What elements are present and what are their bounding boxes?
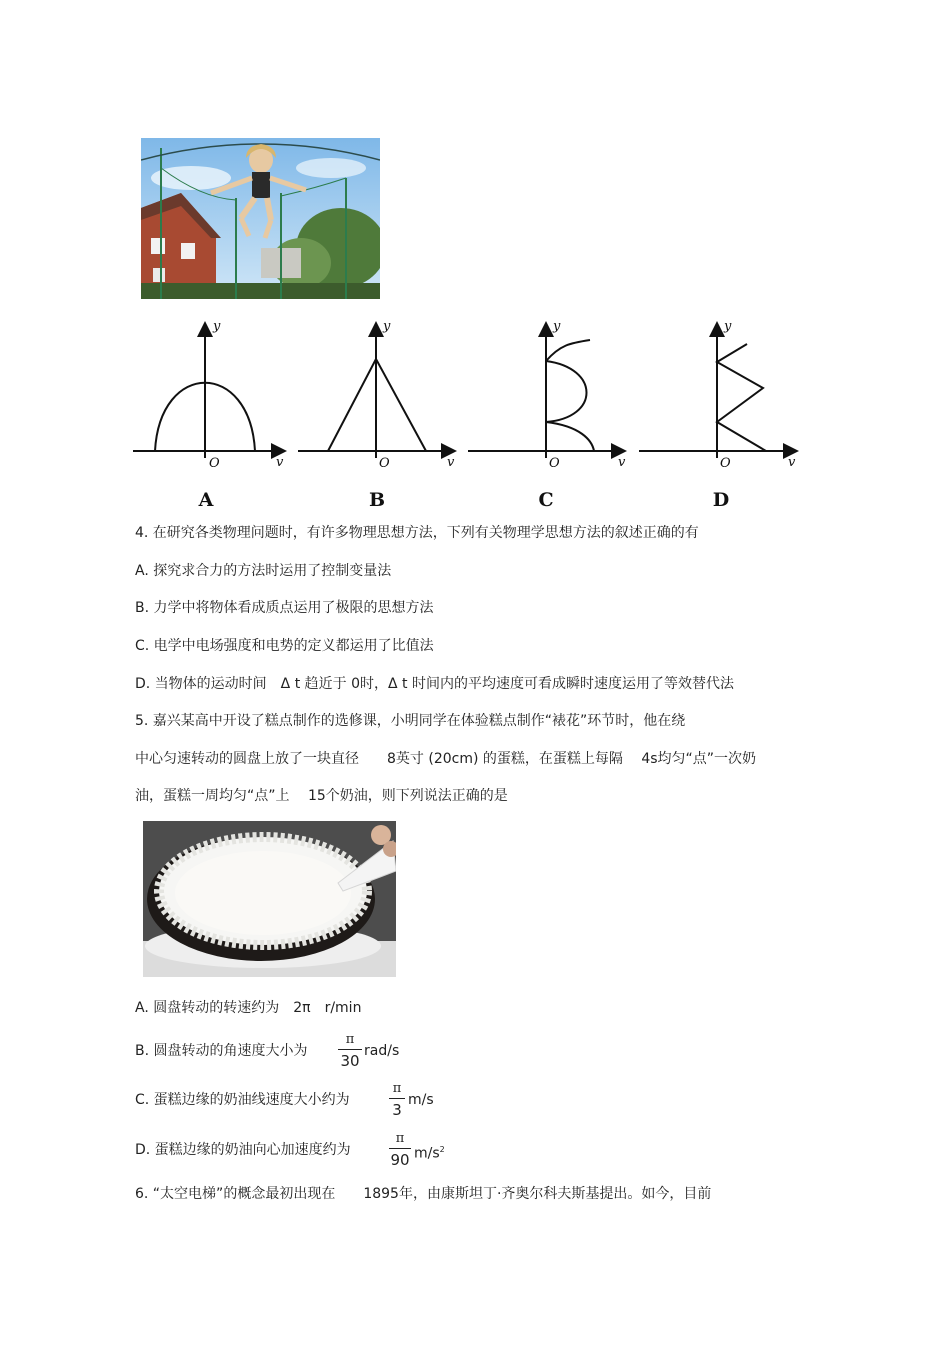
graph-d-y-label: y [724,319,732,334]
q5-option-d-unit [414,1140,445,1164]
graph-d-curve [717,344,766,451]
option-d-label: D [712,489,730,511]
q4-stem: 4. 在研究各类物理问题时，有许多物理思想方法，下列有关物理学思想方法的叙述正确的有 [135,525,699,541]
graph-b-origin-label: O [379,456,390,471]
q5-option-c-numerator: π [392,1081,402,1096]
q5-option-c-denominator: 3 [392,1101,402,1119]
graph-b-y-label: y [383,319,391,334]
q5-option-d-unit-exponent: 2 [439,1145,445,1154]
q5-option-d-denominator: 90 [390,1151,410,1169]
q5-option-d-text: D. 蛋糕边缘的奶油向心加速度约为 [135,1142,351,1158]
graph-b-v-label: v [447,455,455,470]
graph-d-v-label: v [788,455,796,470]
q5-option-b-text: B. 圆盘转动的角速度大小为 [135,1043,308,1059]
q4-option-d: D. 当物体的运动时间 Δ t 趋近于 0时，Δ t 时间内的平均速度可看成瞬时速度运用了等效替代法 [135,676,734,692]
q5-stem-line1: 5. 嘉兴某高中开设了糕点制作的选修课，小明同学在体验糕点制作“裱花”环节时，他在绕 [135,713,686,729]
graph-c-y-label: y [553,319,561,334]
option-b-label: B [368,489,386,511]
option-a-label: A [198,489,214,511]
fraction-bar [389,1148,411,1149]
graph-d-origin-label: O [720,456,731,471]
q5-option-a: A. 圆盘转动的转速约为 2π r/min [135,1000,362,1016]
option-c-label: C [538,489,554,511]
q5-option-c-text: C. 蛋糕边缘的奶油线速度大小约为 [135,1092,350,1108]
graph-c-curve-bottom [546,422,594,451]
graph-a-y-label: y [213,319,221,334]
q5-stem-line3: 油，蛋糕一周均匀“点”上 15个奶油，则下列说法正确的是 [135,788,508,804]
graph-a-v-label: v [276,455,284,470]
fraction-bar [338,1049,362,1050]
q5-option-b-unit: rad/s [364,1043,400,1059]
graph-a-origin-label: O [209,456,220,471]
q4-option-c: C. 电学中电场强度和电势的定义都运用了比值法 [135,638,434,654]
graph-c-origin-label: O [549,456,560,471]
graph-c-curve-top [546,340,590,361]
graph-c-curve-mid [546,361,587,422]
q5-option-b-fraction [338,1032,362,1071]
q5-stem-line2: 中心匀速转动的圆盘上放了一块直径 8英寸 (20cm) 的蛋糕，在蛋糕上每隔 4s均匀“点”一次奶 [135,751,757,767]
q5-option-b-numerator: π [345,1032,355,1047]
cake-photo [143,821,396,977]
q5-option-d-fraction [389,1131,411,1170]
q5-option-c-unit: m/s [408,1092,434,1108]
graph-c-v-label: v [618,455,626,470]
option-graphs [0,300,950,520]
q4-option-a: A. 探究求合力的方法时运用了控制变量法 [135,563,392,579]
q5-option-c-fraction [389,1081,405,1120]
q5-option-d-unit-base: m/s [414,1145,440,1162]
fraction-bar [389,1098,405,1099]
q6-stem-line1: 6. “太空电梯”的概念最初出现在 1895年，由康斯坦丁·齐奥尔科夫斯基提出。如今，目前 [135,1186,712,1202]
trampoline-photo [141,138,380,299]
q5-option-b-denominator: 30 [340,1052,360,1070]
q5-option-d-numerator: π [395,1131,405,1146]
q4-option-b: B. 力学中将物体看成质点运用了极限的思想方法 [135,600,434,616]
